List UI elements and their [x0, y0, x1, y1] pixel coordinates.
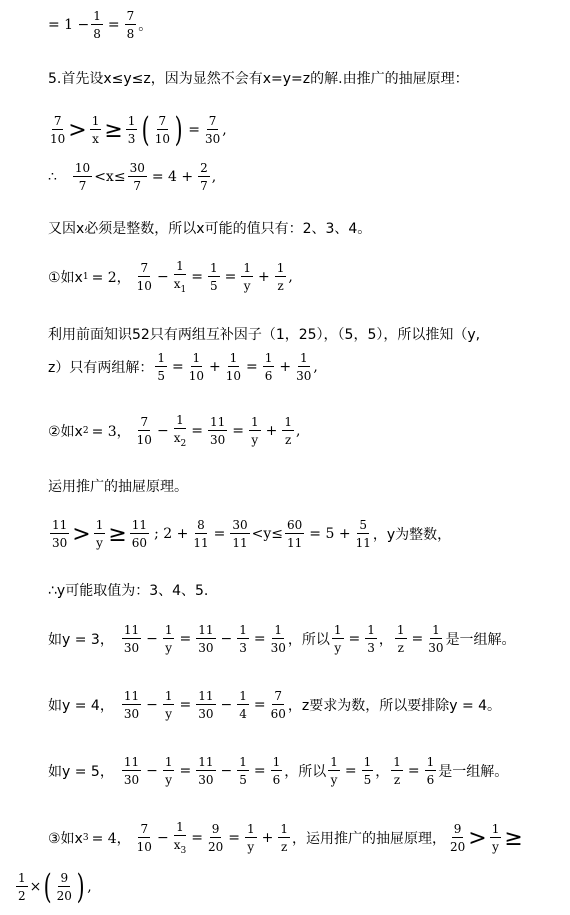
math-token: −	[220, 697, 233, 713]
math-token: 10	[136, 433, 152, 447]
parenthesis: (	[142, 110, 151, 150]
math-token: 1	[209, 261, 218, 275]
math-token: 1	[127, 114, 136, 128]
fraction	[16, 872, 28, 902]
math-token: 7	[53, 114, 62, 128]
math-token: = 4 +	[151, 169, 194, 185]
two-solutions-line	[48, 348, 318, 386]
math-token: 11	[52, 518, 68, 532]
math-token: z	[277, 279, 284, 293]
math-token: 1	[164, 755, 173, 769]
math-token: ≥	[104, 117, 123, 143]
math-token: 1	[93, 9, 101, 23]
math-token: 1	[363, 755, 372, 769]
parenthesis: )	[76, 867, 85, 907]
math-token: 30	[198, 707, 214, 721]
math-token: ∴y可能取值为：3、4、5.	[48, 583, 209, 599]
math-token: 。	[138, 18, 153, 34]
math-token: <y≤	[251, 526, 284, 542]
math-token: 30	[209, 433, 226, 447]
math-token: 11	[198, 623, 214, 637]
math-token: y	[492, 840, 499, 854]
math-token: =	[232, 423, 244, 439]
math-token: 30	[198, 773, 214, 787]
fraction	[163, 624, 175, 654]
case-1-line	[48, 258, 293, 296]
math-token: ×	[29, 879, 42, 895]
math-token: y	[330, 773, 338, 787]
math-token: 1	[330, 755, 338, 769]
math-token: 30	[52, 536, 68, 550]
math-token: y	[247, 840, 255, 854]
math-token: >	[72, 521, 91, 547]
math-token: 1	[239, 755, 247, 769]
fraction	[189, 352, 204, 382]
math-token: ，	[375, 764, 390, 780]
fraction	[196, 624, 215, 654]
math-token: 1	[229, 351, 238, 365]
math-token: 是一组解。	[445, 632, 516, 648]
math-token: ,	[288, 269, 293, 285]
math-token: 1	[250, 415, 259, 429]
math-token: =	[228, 830, 240, 846]
fraction	[50, 519, 69, 549]
math-token: 9	[453, 822, 462, 836]
math-token: ,	[295, 423, 301, 439]
math-token: 3	[367, 641, 375, 655]
fraction	[130, 519, 149, 549]
math-token: z	[393, 773, 401, 787]
math-token: =	[188, 122, 200, 138]
math-token: 5.首先设x≤y≤z，因为显然不会有x=y=z的解.由推广的抽屉原理：	[48, 71, 469, 87]
fraction	[174, 260, 187, 295]
math-token: =	[224, 269, 237, 285]
math-token: ，运用推广的抽屉原理，	[291, 831, 446, 847]
math-token: 1	[18, 871, 26, 885]
math-token: y	[96, 536, 103, 550]
math-token: 11	[209, 415, 226, 429]
math-token: 1	[426, 755, 435, 769]
math-token: +	[261, 830, 274, 846]
fraction	[282, 416, 294, 446]
math-token: 8	[126, 27, 135, 41]
math-token: 3	[127, 132, 136, 146]
fraction	[122, 690, 141, 720]
math-token: 1	[280, 822, 288, 836]
math-token: 运用推广的抽屉原理。	[48, 479, 188, 495]
math-token: 30	[270, 641, 286, 655]
math-token: −	[156, 423, 169, 439]
math-token: y	[165, 641, 173, 655]
math-token: 6	[272, 773, 281, 787]
math-token: 20	[207, 840, 224, 854]
math-token: 30	[232, 518, 248, 532]
math-token: ，	[378, 632, 393, 648]
math-token: ，z要求为数，所以要排除y = 4。	[287, 698, 502, 714]
eq-line-1	[48, 8, 152, 42]
math-token: 9	[60, 871, 69, 885]
therefore-line-1	[48, 158, 216, 196]
math-token: 30	[204, 132, 221, 146]
math-token: 5	[209, 279, 218, 293]
fraction	[245, 823, 257, 853]
fraction	[91, 10, 103, 40]
fraction	[328, 756, 340, 786]
fraction	[196, 756, 215, 786]
math-token: 1	[176, 819, 184, 834]
math-token: z）只有两组解：	[48, 360, 154, 376]
math-token: =	[407, 763, 420, 779]
fraction	[365, 624, 377, 654]
fraction	[208, 262, 220, 292]
math-token: 30	[198, 641, 214, 655]
math-token: 11	[131, 518, 148, 532]
math-token: 1	[157, 351, 165, 365]
fraction	[275, 262, 287, 292]
math-token: −	[146, 697, 158, 713]
math-token: 7	[208, 114, 217, 128]
fraction	[208, 823, 223, 853]
math-token: 1	[180, 284, 187, 295]
math-token: 1	[393, 755, 401, 769]
math-token: =	[172, 359, 184, 375]
math-token: 1	[246, 822, 255, 836]
math-token: 1	[91, 114, 100, 128]
fraction	[163, 690, 175, 720]
math-token: 1	[95, 518, 104, 532]
fraction	[278, 823, 290, 853]
math-token: 1	[239, 689, 247, 703]
math-token: 8	[197, 518, 205, 532]
math-token: 3	[180, 845, 187, 856]
fraction	[126, 115, 138, 145]
math-token: = 2，	[91, 270, 131, 286]
math-token: 是一组解。	[438, 764, 509, 780]
math-token: =	[191, 423, 203, 439]
math-token: 2	[200, 161, 208, 175]
math-token: 1	[264, 351, 273, 365]
math-token: 60	[131, 536, 148, 550]
math-token: 2	[180, 438, 187, 449]
math-token: x	[173, 430, 181, 445]
math-token: 11	[232, 536, 248, 550]
math-token: 7	[274, 689, 283, 703]
fraction	[296, 352, 311, 382]
fraction	[425, 756, 437, 786]
math-token: 11	[198, 689, 214, 703]
math-token: −	[156, 269, 169, 285]
math-token: 7	[140, 822, 149, 836]
fraction	[155, 115, 170, 145]
math-token: 1	[367, 623, 375, 637]
math-token: ,	[87, 879, 92, 895]
math-token: ,	[211, 169, 217, 185]
math-token: ∴	[48, 169, 57, 185]
math-token: x	[173, 837, 181, 852]
math-token: = 3，	[91, 424, 131, 440]
math-token: 10	[50, 132, 66, 146]
math-token: <x≤	[94, 169, 126, 185]
fraction	[137, 262, 152, 292]
fraction	[128, 162, 147, 192]
fraction	[125, 10, 137, 40]
math-token: 1	[176, 412, 184, 427]
math-token: >	[468, 825, 487, 851]
fraction	[122, 756, 141, 786]
math-token: 7	[126, 9, 135, 23]
math-token: 4	[239, 707, 247, 721]
math-token: 1	[333, 623, 342, 637]
math-token: 30	[123, 773, 140, 787]
fraction	[391, 756, 403, 786]
fraction	[73, 162, 92, 192]
math-token: =	[107, 17, 120, 33]
fraction	[428, 624, 443, 654]
math-token: y	[165, 707, 173, 721]
inequality-1	[48, 108, 227, 152]
math-token: 1	[272, 755, 281, 769]
math-token: 利用前面知识52只有两组互补因子（1，25），（5，5），所以推知（y,	[48, 327, 481, 343]
math-token: =	[191, 269, 203, 285]
math-token: =	[411, 631, 424, 647]
math-token: x	[92, 132, 99, 146]
math-token: ，y为整数，	[372, 527, 452, 543]
math-token: 1	[239, 623, 247, 637]
fraction	[237, 690, 249, 720]
math-token: =	[253, 697, 266, 713]
math-token: =	[344, 763, 357, 779]
math-token: 7	[133, 179, 142, 193]
math-token: 如y = 3，	[48, 632, 114, 648]
math-token: >	[68, 117, 87, 143]
math-token: 1	[243, 261, 251, 275]
math-token: y	[243, 279, 251, 293]
math-token: =	[179, 697, 192, 713]
case-2-line	[48, 412, 300, 450]
fraction	[208, 416, 227, 446]
math-token: 11	[198, 755, 214, 769]
fraction	[205, 115, 220, 145]
math-token: 1	[82, 272, 89, 282]
math-token: 9	[211, 822, 220, 836]
math-token: ②如x	[48, 424, 83, 440]
math-token: x	[173, 276, 181, 291]
math-token: 1	[299, 351, 308, 365]
fraction	[271, 756, 283, 786]
math-token: +	[279, 359, 292, 375]
math-token: 1	[164, 689, 173, 703]
math-token: 7	[200, 179, 208, 193]
fraction	[271, 624, 286, 654]
math-token: 1	[432, 623, 440, 637]
math-token: 30	[123, 641, 140, 655]
math-token: z	[284, 433, 292, 447]
math-token: 3	[82, 833, 89, 843]
math-token: 5	[239, 773, 247, 787]
fraction	[196, 690, 215, 720]
math-token: 1	[276, 261, 285, 275]
fraction	[263, 352, 275, 382]
math-token: ，所以	[284, 764, 327, 780]
fraction	[356, 519, 371, 549]
math-token: −	[156, 830, 169, 846]
math-token: ,	[222, 122, 227, 138]
fraction	[57, 872, 72, 902]
math-token: −	[146, 763, 158, 779]
math-token: ≥	[504, 825, 523, 851]
math-token: ，所以	[287, 632, 330, 648]
math-token: 7	[140, 415, 149, 429]
math-token: 如y = 4，	[48, 698, 114, 714]
fraction	[332, 624, 344, 654]
math-token: =	[191, 830, 203, 846]
math-token: 8	[93, 27, 101, 41]
math-token: y	[165, 773, 173, 787]
math-token: z	[280, 840, 288, 854]
case-y-4	[48, 686, 501, 724]
math-token: 10	[154, 132, 170, 146]
math-token: 20	[449, 840, 466, 854]
parenthesis: (	[44, 867, 52, 907]
fraction	[395, 624, 407, 654]
math-token: ①如x	[48, 270, 83, 286]
fraction	[137, 416, 152, 446]
math-token: 1	[192, 351, 201, 365]
paragraph-factors	[48, 324, 480, 344]
paragraph-apply-principle	[48, 476, 188, 496]
fraction	[285, 519, 304, 549]
math-token: y	[251, 433, 259, 447]
math-token: 30	[296, 369, 312, 383]
fraction	[226, 352, 241, 382]
math-token: 11	[123, 623, 140, 637]
math-token: =	[179, 631, 192, 647]
math-token: 5	[157, 369, 165, 383]
math-token: = 5 +	[309, 526, 351, 542]
fraction	[163, 756, 175, 786]
case-y-5	[48, 752, 508, 790]
math-token: −	[220, 631, 233, 647]
fraction	[230, 519, 249, 549]
math-token: 1	[274, 623, 283, 637]
math-token: 11	[355, 536, 371, 550]
math-token: 20	[56, 889, 72, 903]
math-token: 7	[78, 179, 87, 193]
math-token: 1	[396, 623, 405, 637]
math-token: 10	[225, 369, 242, 383]
fraction	[198, 162, 210, 192]
math-token: 6	[426, 773, 435, 787]
case-y-3	[48, 620, 516, 658]
math-token: 7	[158, 114, 167, 128]
math-token: 10	[74, 161, 91, 175]
math-token: +	[257, 269, 270, 285]
fraction	[137, 823, 152, 853]
math-token: ③如x	[48, 831, 83, 847]
fraction	[249, 416, 261, 446]
paragraph-integer-values	[48, 218, 371, 238]
math-token: 6	[264, 369, 273, 383]
math-token: 11	[287, 536, 303, 550]
fraction	[450, 823, 465, 853]
math-token: ,	[313, 359, 318, 375]
fraction	[237, 624, 249, 654]
fraction	[174, 821, 187, 856]
math-token: 30	[123, 707, 140, 721]
fraction	[155, 352, 167, 382]
parenthesis: )	[174, 110, 183, 150]
math-token: 2	[82, 426, 89, 436]
math-token: =	[253, 631, 266, 647]
math-token: 1	[491, 822, 500, 836]
math-token: −	[220, 763, 233, 779]
math-token: 5	[359, 518, 368, 532]
math-token: y	[334, 641, 342, 655]
math-token: z	[397, 641, 404, 655]
last-line	[14, 864, 92, 910]
math-token: 30	[428, 641, 444, 655]
fraction	[174, 414, 187, 449]
fraction	[362, 756, 374, 786]
math-token: +	[209, 359, 221, 375]
fraction	[122, 624, 141, 654]
inequality-2	[48, 515, 451, 553]
math-token: 11	[123, 755, 140, 769]
math-token: =	[213, 526, 226, 542]
math-token: 5	[363, 773, 372, 787]
expr: = 1 −	[48, 17, 90, 33]
math-token: 10	[136, 840, 152, 854]
math-token: 60	[270, 707, 286, 721]
math-token: 1	[176, 258, 184, 273]
math-token: 10	[188, 369, 205, 383]
math-token: +	[265, 423, 278, 439]
math-token: =	[253, 763, 266, 779]
math-token: 30	[129, 161, 145, 175]
math-token: −	[146, 631, 158, 647]
math-token: ≥	[108, 521, 127, 547]
math-token: 1	[164, 623, 173, 637]
math-token: 10	[136, 279, 152, 293]
math-token: 如y = 5，	[48, 764, 114, 780]
math-token: =	[348, 631, 361, 647]
math-token: 3	[239, 641, 247, 655]
therefore-line-2	[48, 580, 208, 600]
paragraph-problem-5	[48, 68, 469, 88]
math-token: 又因x必须是整数，所以x可能的值只有：2、3、4。	[48, 221, 372, 237]
fraction	[193, 519, 208, 549]
math-token: ; 2 +	[154, 526, 189, 542]
math-token: =	[246, 359, 258, 375]
math-token: 2	[18, 889, 26, 903]
fraction	[94, 519, 106, 549]
math-token: 60	[287, 518, 303, 532]
fraction	[50, 115, 65, 145]
fraction	[90, 115, 102, 145]
math-token: 7	[140, 261, 149, 275]
fraction	[237, 756, 249, 786]
case-3-line	[48, 818, 524, 858]
math-token: 11	[123, 689, 140, 703]
fraction	[490, 823, 502, 853]
math-token: =	[179, 763, 192, 779]
math-token: 1	[284, 415, 292, 429]
math-token: 11	[193, 536, 209, 550]
fraction	[241, 262, 253, 292]
fraction	[271, 690, 286, 720]
math-token: = 4，	[91, 831, 131, 847]
